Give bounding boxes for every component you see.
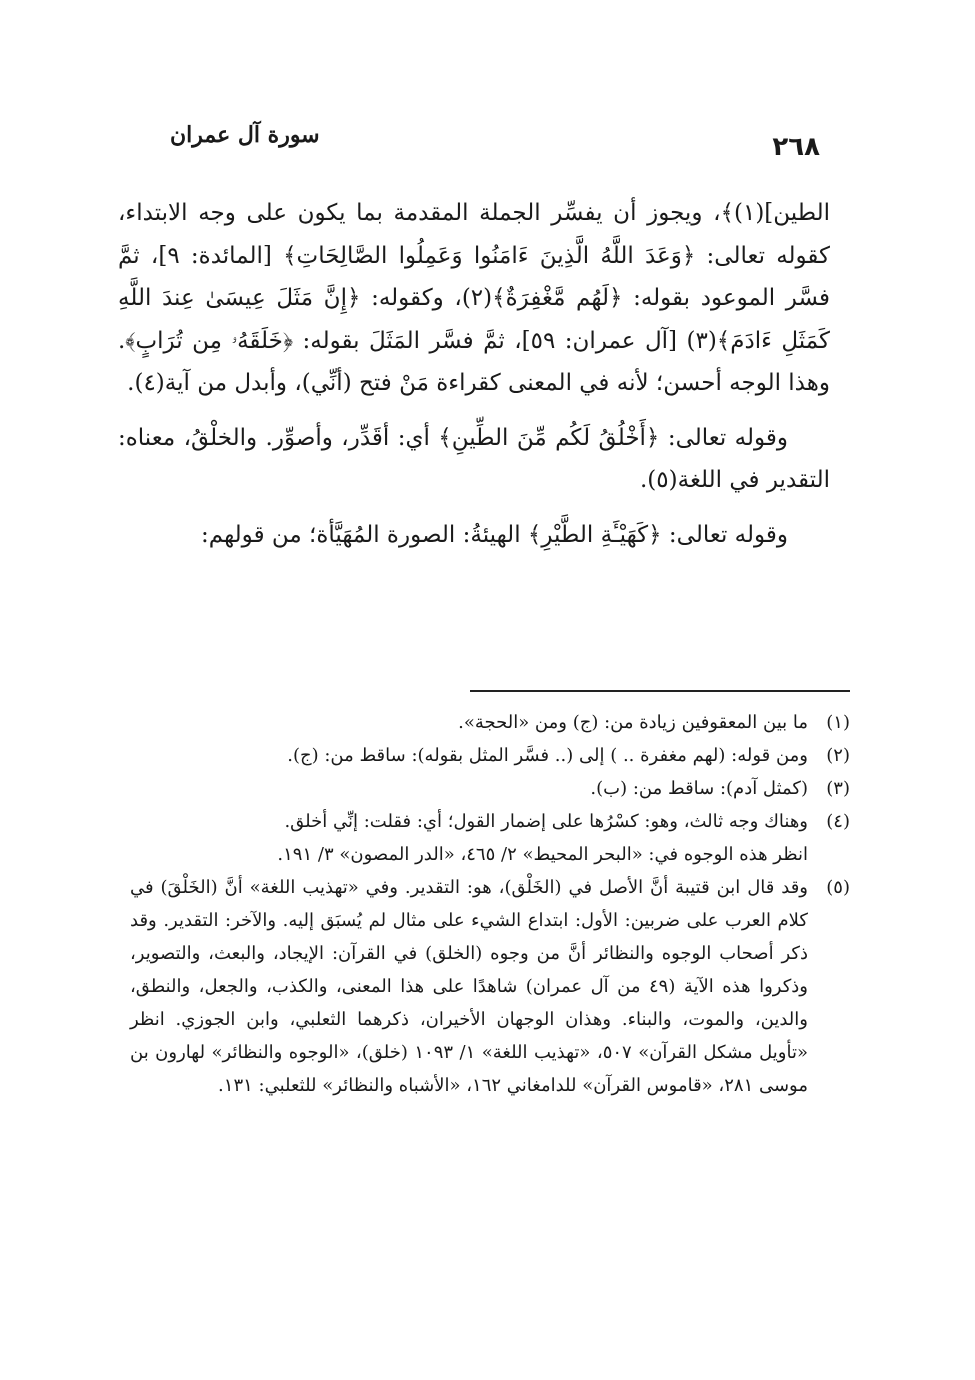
footnote-line: ومن قوله: (لهم مغفرة .. ) إلى (.. فسَّر المثل بقوله): ساقط من: (ج). <box>287 745 808 766</box>
page-number: ٢٦٨ <box>772 132 820 162</box>
running-title: سورة آل عمران <box>170 122 320 148</box>
footnote-text <box>130 739 808 772</box>
footnote-2 <box>130 739 850 772</box>
footnote-line: وقد قال ابن قتيبة أنَّ الأصل في (الخَلْق)، هو: التقدير. وفي «تهذيب اللغة» أنَّ (الخَلْقَ) في كلام العرب على ضربين: الأول: ابتداع الشيء على مثال لم يُسبَق إليه. والآخر: التقدير. وقد ذكر أصحاب الوجوه والنظائر أنَّ من وجوه (الخلق) في القرآن: الإيجاد، والبعث، والتصوير، وذكروا هذه الآية (٤٩ من آل عمران) شاهدًا على هذا المعنى، والكذب، والجعل، والنطق، والدين، والموت، والبناء. وهذان الوجهان الأخيران، ذكرهما الثعلبي، وابن الجوزي. انظر «تأويل مشكل القرآن» ٥٠٧، «تهذيب اللغة» ١/ ١٠٩٣ (خلق)، «الوجوه والنظائر» لهارون بن موسى ٢٨١، «قاموس القرآن» للدامغاني ١٦٢، «الأشباه والنظائر» للثعلبي: ١٣١. <box>130 877 809 1096</box>
footnote-number: (٥) <box>826 877 850 898</box>
footnote-text <box>130 805 808 871</box>
footnote-number: (١) <box>826 712 850 733</box>
main-paragraph-2: وقوله تعالى: ﴿أَخْلُقُ لَكُم مِّنَ الطِّينِ﴾ أي: أقَدِّر، وأصوِّر. والخلْقُ، معناه: التقدير في اللغة(٥). <box>118 424 830 493</box>
footnote-text <box>130 871 808 1102</box>
footnote-1 <box>130 706 850 739</box>
footnote-line: وهناك وجه ثالث، وهو: كسْرُها على إضمار القول؛ أي: فقلت: إنِّي أخلق. <box>284 811 808 832</box>
main-text <box>118 192 830 556</box>
footnote-number: (٢) <box>826 745 850 766</box>
footnote-line: (كمثل آدم): ساقط من: (ب). <box>590 778 808 799</box>
footnote-divider <box>470 690 850 692</box>
footnote-number: (٣) <box>826 778 850 799</box>
footnote-text <box>130 706 808 739</box>
footnote-line: ما بين المعقوفين زيادة من: (ج) ومن «الحجة». <box>458 712 808 733</box>
main-paragraph-3: وقوله تعالى: ﴿كَهَيْـَٔةِ الطَّيْرِ﴾ الهيئةُ: الصورة المُهَيَّأة؛ من قولهم: <box>201 521 788 548</box>
footnote-5 <box>130 871 850 1102</box>
footnote-number: (٤) <box>826 811 850 832</box>
footnote-text <box>130 772 808 805</box>
footnote-4 <box>130 805 850 871</box>
footnotes <box>130 706 850 1102</box>
page-header <box>150 118 820 168</box>
footnote-3 <box>130 772 850 805</box>
footnote-line: انظر هذه الوجوه في: «البحر المحيط» ٢/ ٤٦٥، «الدر المصون» ٣/ ١٩١. <box>277 844 808 865</box>
main-paragraph-1: الطين](١)﴾، ويجوز أن يفسِّر الجملة المقدمة بما يكون على وجه الابتداء، كقوله تعالى: ﴿وَعَدَ اللَّهُ الَّذِينَ ءَامَنُوا وَعَمِلُوا الصَّالِحَاتِ﴾ [المائدة: ٩]، ثمَّ فسَّر الموعود بقوله: ﴿لَهُم مَّغْفِرَةٌ﴾(٢)، وكقوله: ﴿إِنَّ مَثَلَ عِيسَىٰ عِندَ اللَّهِ كَمَثَلِ ءَادَمَ﴾(٣) [آل عمران: ٥٩]، ثمَّ فسَّر المَثَلَ بقوله: ﴿خَلَقَهُۥ مِن تُرَابٍ﴾. وهذا الوجه أحسن؛ لأنه في المعنى كقراءة مَنْ فتح (أنِّي)، وأبدل من آية(٤). <box>118 200 830 396</box>
